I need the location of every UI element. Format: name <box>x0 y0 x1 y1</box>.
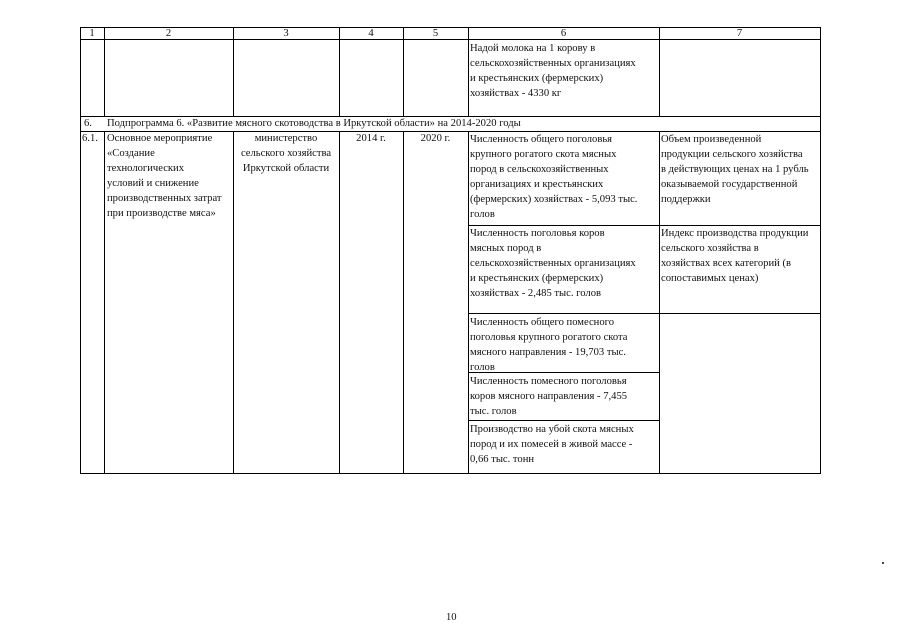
text-line: Численность поголовья коров <box>470 228 605 239</box>
text-line: технологических <box>107 163 185 175</box>
col-header-1: 1 <box>89 28 95 39</box>
indicator-2 <box>661 226 808 286</box>
col-border <box>233 27 234 117</box>
text-line: мясных пород в <box>470 243 542 255</box>
text-line: хозяйствах - 2,485 тыс. голов <box>470 288 601 300</box>
col-border <box>659 27 660 117</box>
result-3 <box>470 315 628 375</box>
text-line: Производство на убой скота мясных <box>470 424 634 435</box>
col-border <box>403 131 404 474</box>
text-line: сельскохозяйственных организациях <box>470 258 636 270</box>
text-line: мясного направления - 19,703 тыс. <box>470 347 626 359</box>
text-line: сельского хозяйства <box>240 148 332 160</box>
executor-text <box>233 131 339 176</box>
table-border-bottom <box>80 473 821 474</box>
text-line: (фермерских) хозяйствах - 5,093 тыс. <box>470 194 638 206</box>
col-border <box>659 131 660 474</box>
indicator-1 <box>661 132 809 207</box>
text-line: крупного рогатого скота мясных <box>470 149 617 161</box>
col-header-5: 5 <box>432 28 439 39</box>
text-line: производственных затрат <box>107 193 222 205</box>
result-2 <box>470 226 636 301</box>
col-border <box>104 131 105 474</box>
result-1 <box>470 132 637 223</box>
col-border <box>403 27 404 117</box>
milk-yield-result <box>470 41 636 101</box>
text-line: Численность помесного поголовья <box>470 376 627 387</box>
text-line: Численность общего поголовья <box>470 134 613 145</box>
col-header-3: 3 <box>283 28 289 39</box>
col-border <box>468 27 469 117</box>
subprogram-title: Подпрограмма 6. «Развитие мясного скотоводства в Иркутской области» на 2014-2020 годы <box>107 118 521 129</box>
text-line: Индекс производства продукции <box>661 228 809 239</box>
text-line: 0,66 тыс. тонн <box>470 454 535 466</box>
header-row-border <box>80 39 821 40</box>
result-5 <box>470 422 634 467</box>
text-line: Численность общего помесного <box>470 317 615 328</box>
text-line: оказываемой государственной <box>661 179 798 191</box>
text-line: коров мясного направления - 7,455 <box>470 391 628 403</box>
col-border <box>339 27 340 117</box>
text-line: условий и снижение <box>107 178 199 190</box>
text-line: при производстве мяса» <box>107 208 216 220</box>
text-line: продукции сельского хозяйства <box>661 149 803 161</box>
text-line: поголовья крупного рогатого скота <box>470 332 628 344</box>
row-number: 6.1. <box>82 133 98 144</box>
text-line: пород в сельскохозяйственных <box>470 164 609 176</box>
text-line: хозяйствах - 4330 кг <box>470 88 562 100</box>
text-line: сельского хозяйства в <box>661 243 759 255</box>
col-border <box>233 131 234 474</box>
text-line: в действующих ценах на 1 рубль <box>661 164 809 176</box>
measure-text <box>107 131 222 222</box>
table-border-left <box>80 27 81 474</box>
scan-speck <box>882 562 884 564</box>
text-line: «Создание <box>107 148 155 160</box>
text-line: Надой молока на 1 корову в <box>470 43 596 54</box>
text-line: тыс. голов <box>470 406 517 418</box>
col-border <box>104 27 105 117</box>
start-year: 2014 г. <box>356 133 386 144</box>
text-line: Основное мероприятие <box>107 133 213 144</box>
text-line: организациях и крестьянских <box>470 179 604 191</box>
page-number: 10 <box>446 612 457 623</box>
result-4 <box>470 374 627 419</box>
text-line: сельскохозяйственных организациях <box>470 58 636 70</box>
text-line: пород и их помесей в живой массе - <box>470 439 633 451</box>
text-line: голов <box>470 209 495 221</box>
col-border <box>339 131 340 474</box>
text-line: Иркутской области <box>242 163 330 175</box>
row-border <box>468 420 659 421</box>
col-border <box>468 131 469 474</box>
col-header-2: 2 <box>165 28 172 39</box>
text-line: и крестьянских (фермерских) <box>470 273 604 285</box>
col-header-7: 7 <box>736 28 743 39</box>
text-line: министерство <box>254 133 318 144</box>
col-header-6: 6 <box>560 28 567 39</box>
text-line: поддержки <box>661 194 711 206</box>
text-line: хозяйствах всех категорий (в <box>661 258 791 270</box>
text-line: и крестьянских (фермерских) <box>470 73 604 85</box>
subprogram-number: 6. <box>84 118 92 129</box>
row-border <box>468 313 821 314</box>
table-border-right <box>820 27 821 474</box>
text-line: Объем произведенной <box>661 134 762 145</box>
col-header-4: 4 <box>368 28 374 39</box>
text-line: голов <box>470 362 495 374</box>
end-year: 2020 г. <box>420 133 451 144</box>
text-line: сопоставимых ценах) <box>661 273 759 285</box>
